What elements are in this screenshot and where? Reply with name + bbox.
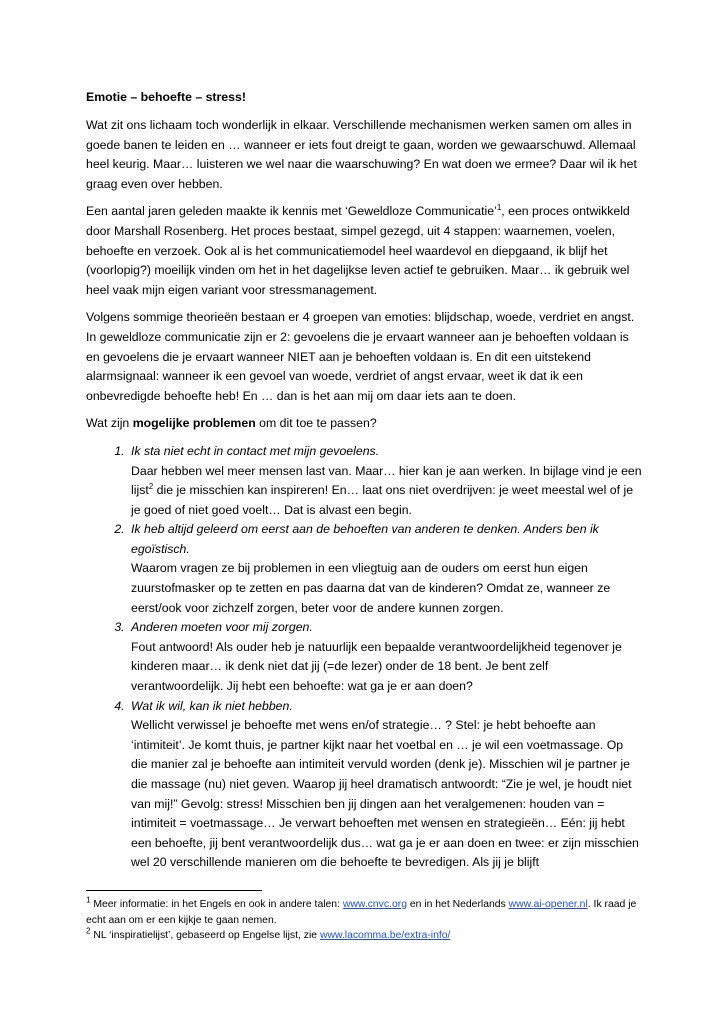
footnote-ref-2[interactable]: 2 [148, 482, 154, 491]
paragraph-emotions: Volgens sommige theorieën bestaan er 4 groepen van emoties: blijdschap, woede, verdriet en angst. In geweldloze communicatie zijn er 2: gevoelens die je ervaart wanneer aan je behoeften voldaan is en gevoelens die je ervaart wanneer NIET aan je behoeften voldaan is. En dit een uitstekend alarmsignaal: wanneer ik een gevoel van woede, verdriet of angst ervaar, weet ik dat ik een onbevredigde behoefte heb! En … dan is het aan mij om daar iets aan te doen. [86, 310, 635, 403]
paragraph-gc-text-b: , een proces ontwikkeld door Marshall Rosenberg. Het proces bestaat, simpel gezegd, uit 4 stappen: waarnemen, voelen, behoefte en verzoek. Ook al is het communicatiemodel heel waardevol en diepgaand, ik blijf het (voorlopig?) moeilijk vinden om het in het dagelijkse leven actief te gebruiken. Maar… ik gebruik wel heel vaak mijn eigen variant voor stressmanagement. [86, 204, 630, 297]
footnote-separator [86, 890, 262, 891]
link-ai-opener[interactable]: www.ai-opener.nl [508, 899, 588, 910]
document-page [86, 88, 642, 873]
paragraph-intro: Wat zit ons lichaam toch wonderlijk in elkaar. Verschillende mechanismen werken samen om alles in goede banen te leiden en … wanneer er iets fout dreigt te gaan, worden we gewaarschuwd. Allemaal heel keurig. Maar… luisteren we wel naar die waarschuwing? En wat doen we ermee? Daar wil ik het graag even over hebben. [86, 118, 637, 191]
paragraph-gc-text-a: Een aantal jaren geleden maakte ik kennis met ‘Geweldloze Communicatie’ [86, 204, 497, 219]
footnote-1-mid: en in het Nederlands [406, 899, 509, 910]
list-item [128, 697, 642, 873]
footnote-2 [86, 928, 642, 944]
footnote-ref-1[interactable]: 1 [496, 203, 502, 213]
link-lacomma[interactable]: www.lacomma.be/extra-info/ [319, 930, 451, 942]
list-item [128, 520, 642, 618]
problem-text-a: Daar hebben wel meer mensen last van. Maar… hier kan je aan werken. In bijlage vind je een lijst [131, 463, 642, 498]
footnote-1 [86, 897, 642, 928]
problem-heading: 3. Anderen moeten voor mij zorgen. [131, 620, 313, 635]
footnote-1-number: 1 [86, 895, 91, 905]
question-bold: mogelijke problemen [132, 416, 256, 431]
problem-text-b: die je misschien kan inspireren! En… laat ons niet overdrijven: je weet meestal wel of je je goed of niet goed voelt… Dat is alvast een begin. [131, 483, 634, 517]
paragraph-gc [86, 202, 642, 300]
footnote-1-pre: Meer informatie: in het Engels en ook in andere talen: [90, 899, 343, 910]
problem-text [131, 462, 642, 521]
problem-text: Waarom vragen ze bij problemen in een vliegtuig aan de ouders om eerst hun eigen zuurstofmasker op te zetten en pas daarna dat van de kinderen? Omdat ze, wanneer ze eerst/ook voor zichzelf zorgen, beter voor de andere kunnen zorgen. [131, 561, 611, 615]
problems-list [86, 442, 642, 873]
question-text-c: om dit toe te passen? [255, 416, 377, 431]
list-item [128, 442, 642, 520]
footnote-2-number: 2 [86, 926, 91, 936]
problem-heading: 4. Wat ik wil, kan ik niet hebben. [131, 698, 293, 713]
question-text-a: Wat zijn [86, 416, 133, 431]
link-cnvc[interactable]: www.cnvc.org [342, 899, 407, 910]
footnotes [86, 897, 642, 944]
footnote-1-post: . Ik raad je echt aan om er een kijkje te gaan nemen. [86, 899, 637, 926]
problem-heading: 2. Ik heb altijd geleerd om eerst aan de behoeften van anderen te denken. Anders ben ik egoïstisch. [131, 522, 599, 556]
paragraph-question [86, 414, 642, 434]
problem-text: Wellicht verwissel je behoefte met wens en/of strategie… ? Stel: je hebt behoefte aan ‘intimiteit’. Je komt thuis, je partner kijkt naar het voetbal en … je wil een voetmassage. Op die manier zal je behoefte aan intimiteit vervuld worden (denk je). Misschien wil je partner je die massage (nu) niet geven. Waarop jij heel dramatisch antwoordt: “Zie je wel, je houdt niet van mij!” Gevolg: stress! Misschien ben jij dingen aan het veralgemenen: houden van = intimiteit = voetmassage… Je verwart behoeften met wensen en strategieën… Eén: jij hebt een behoefte, jij bent verantwoordelijk dus… wat ga je er aan doen en twee: er zijn misschien wel 20 verschillende manieren om die behoefte te bevredigen. Als jij je blijft [131, 718, 639, 870]
problem-text: Fout antwoord! Als ouder heb je natuurlijk een bepaalde verantwoordelijkheid tegenover je kinderen maar… ik denk niet dat jij (=de lezer) onder de 18 bent. Je bent zelf verantwoordelijk. Jij hebt een behoefte: wat ga je er aan doen? [131, 639, 622, 694]
footnote-2-pre: NL ‘inspiratielijst’, gebaseerd op Engelse lijst, zie [90, 930, 320, 942]
problem-heading: 1. Ik sta niet echt in contact met mijn gevoelens. [131, 443, 380, 458]
list-item [128, 618, 642, 696]
document-title: Emotie – behoefte – stress! [86, 90, 246, 104]
